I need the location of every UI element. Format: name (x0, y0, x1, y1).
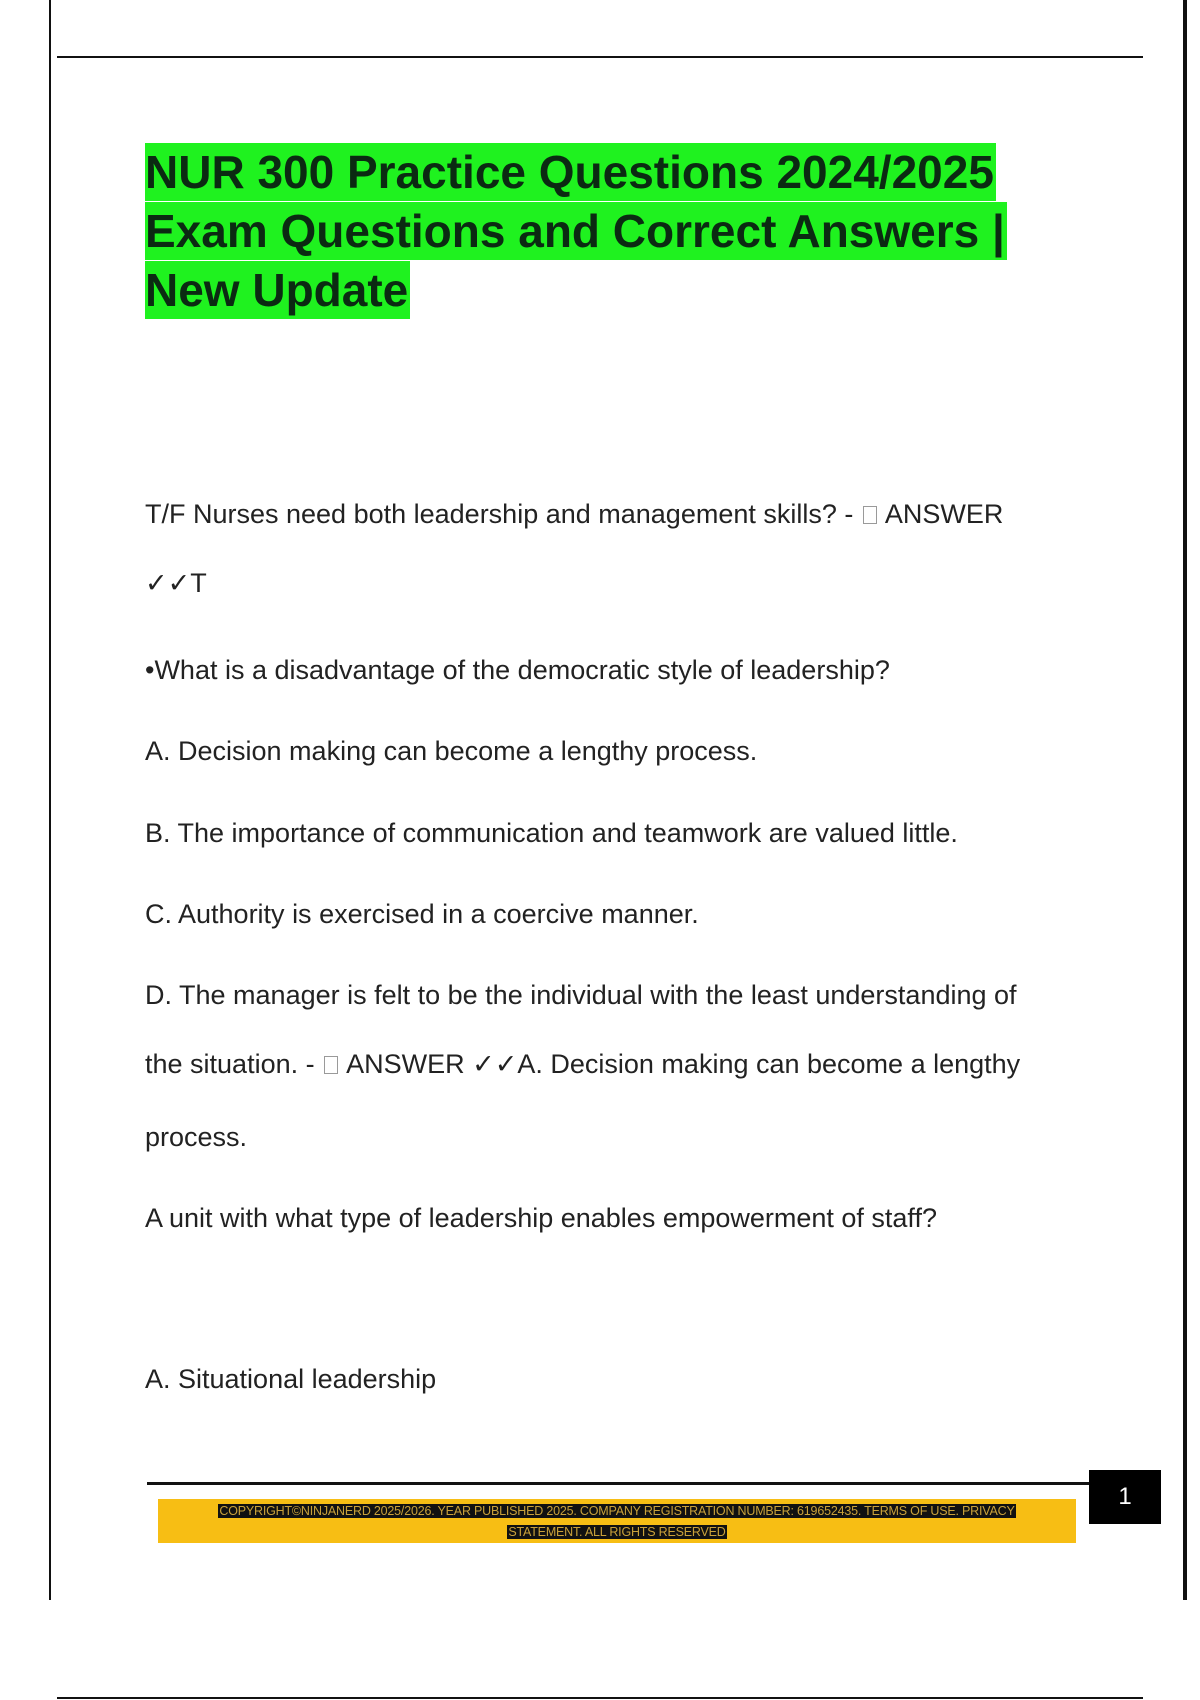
title-line-3: New Update (145, 261, 410, 319)
page-border-left (49, 0, 51, 1600)
missing-glyph-box-icon (324, 1056, 338, 1074)
next-page-rule (57, 1697, 1143, 1699)
question-2-option-c: C. Authority is exercised in a coercive manner. (145, 899, 699, 929)
document-title (145, 143, 1075, 320)
question-3-option-a: A. Situational leadership (145, 1364, 437, 1394)
question-1 (145, 499, 1003, 530)
header-rule (57, 56, 1143, 58)
question-2-answer-line (145, 1049, 1020, 1080)
question-2-option-a: A. Decision making can become a lengthy process. (145, 736, 758, 766)
title-line-2: Exam Questions and Correct Answers | (145, 202, 1007, 260)
question-3-text: A unit with what type of leadership enables empowerment of staff? (145, 1203, 937, 1233)
question-2-option-b: B. The importance of communication and teamwork are valued little. (145, 818, 958, 848)
question-1-answer-label: ANSWER (884, 499, 1004, 529)
question-2-answer: ANSWER ✓✓A. Decision making can become a lengthy (346, 1049, 1021, 1079)
copyright-line-1: COPYRIGHT©NINJANERD 2025/2026. YEAR PUBLISHED 2025. COMPANY REGISTRATION NUMBER: 619652435. TERMS OF USE. PRIVACY (219, 1504, 1015, 1518)
footer-rule (147, 1482, 1090, 1485)
copyright-line-2: STATEMENT. ALL RIGHTS RESERVED (508, 1525, 726, 1539)
question-2-answer-continued: process. (145, 1122, 248, 1152)
missing-glyph-box-icon (863, 506, 877, 524)
page-border-right (1183, 0, 1187, 1600)
question-1-text: T/F Nurses need both leadership and management skills? - (145, 499, 854, 529)
title-line-1: NUR 300 Practice Questions 2024/2025 (145, 143, 996, 201)
question-1-answer: ✓✓T (145, 568, 207, 598)
page-number: 1 (1089, 1470, 1161, 1524)
question-2-option-d-end: the situation. - (145, 1049, 315, 1079)
question-2-text: •What is a disadvantage of the democratic style of leadership? (145, 655, 890, 685)
question-2-option-d: D. The manager is felt to be the individual with the least understanding of (145, 980, 1017, 1010)
copyright-notice (158, 1501, 1076, 1543)
